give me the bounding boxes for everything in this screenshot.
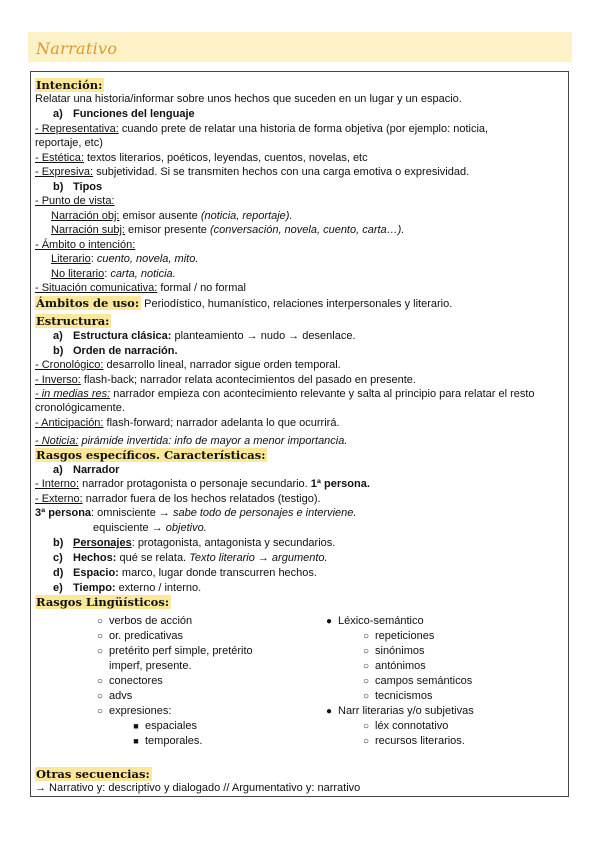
narr-obj-line	[51, 209, 293, 223]
lexico-sub-item: ○ campos semánticos	[362, 675, 473, 687]
equisciente-line	[93, 521, 207, 535]
clasica-text: planteamiento → nudo → desenlace.	[171, 330, 356, 342]
page-title: Narrativo	[36, 39, 118, 58]
lexico-sub-text: sinónimos	[375, 645, 425, 657]
narr-obj-text: emisor ausente	[119, 210, 201, 222]
hechos-label: Hechos:	[73, 552, 117, 564]
otras-heading: Otras secuencias:	[36, 767, 150, 781]
expresiva-line	[35, 165, 469, 179]
narrador-label: Narrador	[73, 464, 120, 476]
otras-text: → Narrativo y: descriptivo y dialogado // Argumentativo y: narrativo	[35, 782, 361, 794]
anticipacion-term: - Anticipación:	[35, 417, 104, 429]
narrador-num: a)	[53, 464, 63, 476]
ambitos-uso-line	[35, 296, 452, 311]
hechos-num: c)	[53, 552, 63, 564]
orden-num: b)	[53, 345, 64, 357]
narr-obj-term: Narración obj:	[51, 210, 120, 222]
situacion-line	[35, 281, 246, 295]
lexico-sub-item: ○ repeticiones	[362, 630, 435, 642]
lexico-item: ● Léxico-semántico	[325, 615, 424, 627]
intencion-heading: Intención:	[36, 78, 103, 92]
intencion-desc: Relatar una historia/informar sobre unos hechos que suceden en un lugar y un espacio.	[35, 93, 462, 105]
clasica-num: a)	[53, 330, 63, 342]
ambitos-uso-heading: Ámbitos de uso:	[36, 296, 140, 310]
medias-res-line	[35, 387, 535, 401]
expresiva-text: subjetividad. Si se transmiten hechos con una carga emotiva o expresividad.	[93, 166, 470, 178]
espacio-text: marco, lugar donde transcurren hechos.	[118, 567, 317, 579]
orden-line	[53, 344, 178, 358]
externo-line	[35, 492, 321, 506]
noticia-line	[35, 434, 347, 448]
narr-subj-text: emisor presente	[124, 224, 210, 236]
narr-lit-item: ● Narr literarias y/o subjetivas	[325, 705, 474, 717]
no-literario-text: :	[104, 268, 111, 280]
noticia-term: - Noticia:	[35, 435, 79, 447]
ling-left-text: or. predicativas	[109, 630, 183, 642]
estructura-heading-line	[35, 314, 111, 329]
hechos-text: qué se relata.	[116, 552, 190, 564]
ambitos-uso-text: Periodístico, humanístico, relaciones interpersonales y literario.	[141, 298, 453, 310]
narrador-line	[53, 463, 119, 477]
orden-label: Orden de narración.	[73, 345, 178, 357]
equisciente-text: equisciente →	[93, 522, 166, 534]
espacio-label: Espacio:	[73, 567, 119, 579]
clasica-line	[53, 329, 356, 343]
rasgos-ling-heading-line	[35, 595, 171, 610]
noticia-text: pirámide invertida: info de mayor a menor importancia.	[78, 435, 348, 447]
literario-text: :	[90, 253, 97, 265]
expresiones-sub-text: temporales.	[145, 735, 203, 747]
medias-res-text1: narrador empieza con acontecimiento relevante y salta al principio para relatar el resto	[110, 388, 535, 400]
narr-subj-ital: (conversación, novela, cuento, carta…).	[209, 224, 405, 236]
punto-vista: - Punto de vista:	[35, 195, 115, 207]
narr-obj-ital: (noticia, reportaje).	[200, 210, 293, 222]
tercera-ital: sabe todo de personajes e interviene.	[172, 507, 357, 519]
tipos-num: b)	[53, 181, 64, 193]
narr-lit-sub-item: ○ recursos literarios.	[362, 735, 465, 747]
tercera-label: 3ª persona	[35, 507, 92, 519]
title-bar	[28, 32, 572, 62]
content-box	[30, 71, 569, 797]
lexico-sub-text: campos semánticos	[375, 675, 473, 687]
interno-term: - Interno:	[35, 478, 80, 490]
estetica-text: textos literarios, poéticos, leyendas, cuentos, novelas, etc	[83, 152, 368, 164]
estetica-term: - Estética:	[35, 152, 84, 164]
literario-line	[51, 252, 198, 266]
ling-left-continuation: imperf, presente.	[109, 660, 192, 672]
equisciente-ital: objetivo.	[165, 522, 207, 534]
ling-left-item: ○ advs	[96, 690, 133, 702]
representativa-term: - Representativa:	[35, 123, 119, 135]
tercera-line	[35, 506, 356, 520]
expresiva-term: - Expresiva:	[35, 166, 94, 178]
ling-left-item: ○ pretérito perf simple, pretérito	[96, 645, 253, 657]
funciones-label: Funciones del lenguaje	[73, 108, 195, 120]
no-literario-ital: carta, noticia.	[110, 268, 176, 280]
cronologico-text: desarrollo lineal, narrador sigue orden temporal.	[103, 359, 341, 371]
externo-term: - Externo:	[35, 493, 83, 505]
expresiones-sub-item: ■ espaciales	[133, 720, 197, 732]
medias-res-text2: cronológicamente.	[35, 402, 125, 414]
no-literario-term: No literario	[51, 268, 105, 280]
ling-left-text: advs	[109, 690, 133, 702]
rasgos-esp-heading: Rasgos específicos. Características:	[36, 448, 266, 462]
inverso-line	[35, 373, 416, 387]
lexico-sub-text: repeticiones	[375, 630, 435, 642]
tiempo-label: Tiempo:	[73, 582, 116, 594]
lexico-sub-item: ○ sinónimos	[362, 645, 425, 657]
narr-lit-sub-item: ○ léx connotativo	[362, 720, 449, 732]
tercera-text: : omnisciente →	[91, 507, 173, 519]
lexico-sub-item: ○ antónimos	[362, 660, 426, 672]
cronologico-line	[35, 358, 341, 372]
espacio-line	[53, 566, 317, 580]
personajes-num: b)	[53, 537, 64, 549]
cronologico-term: - Cronológico:	[35, 359, 104, 371]
espacio-num: d)	[53, 567, 64, 579]
tipos-label: Tipos	[73, 181, 103, 193]
personajes-label: Personajes	[73, 537, 132, 549]
literario-ital: cuento, novela, mito.	[96, 253, 199, 265]
lexico-sub-text: tecnicismos	[375, 690, 433, 702]
ling-left-text: verbos de acción	[109, 615, 193, 627]
clasica-label: Estructura clásica:	[73, 330, 172, 342]
otras-heading-line	[35, 767, 152, 782]
expresiones-sub-item: ■ temporales.	[133, 735, 203, 747]
estructura-heading: Estructura:	[36, 314, 110, 328]
ling-left-item: ○ verbos de acción	[96, 615, 193, 627]
anticipacion-text: flash-forward; narrador adelanta lo que ocurrirá.	[103, 417, 340, 429]
hechos-ital: Texto literario → argumento.	[189, 552, 328, 564]
personajes-line	[53, 536, 335, 550]
interno-text: narrador protagonista o personaje secundario.	[79, 478, 311, 490]
lexico-sub-text: antónimos	[375, 660, 426, 672]
ling-left-item: ○ expresiones:	[96, 705, 172, 717]
ling-left-item: ○ or. predicativas	[96, 630, 183, 642]
lexico-sub-item: ○ tecnicismos	[362, 690, 433, 702]
representativa-text2: reportaje, etc)	[35, 137, 103, 149]
situacion-text: formal / no formal	[157, 282, 246, 294]
narr-lit-sub-text: léx connotativo	[375, 720, 449, 732]
interno-line	[35, 477, 370, 491]
funciones-line	[53, 107, 195, 121]
tiempo-text: externo / interno.	[115, 582, 202, 594]
narr-lit-label: Narr literarias y/o subjetivas	[338, 705, 474, 717]
rasgos-esp-heading-line	[35, 448, 267, 463]
situacion-term: - Situación comunicativa:	[35, 282, 158, 294]
ling-left-text: pretérito perf simple, pretérito	[109, 645, 253, 657]
tiempo-num: e)	[53, 582, 63, 594]
no-literario-line	[51, 267, 176, 281]
narr-subj-line	[51, 223, 404, 237]
medias-res-term: - in medias res:	[35, 388, 111, 400]
lexico-label: Léxico-semántico	[338, 615, 424, 627]
narr-lit-sub-text: recursos literarios.	[375, 735, 465, 747]
inverso-term: - Inverso:	[35, 374, 81, 386]
literario-term: Literario	[51, 253, 91, 265]
intencion-heading-line	[35, 78, 104, 93]
expresiones-sub-text: espaciales	[145, 720, 197, 732]
narr-subj-term: Narración subj:	[51, 224, 125, 236]
rasgos-ling-heading: Rasgos Lingüísticos:	[36, 595, 170, 609]
ling-left-item: ○ conectores	[96, 675, 163, 687]
hechos-line	[53, 551, 328, 565]
ambito: - Ámbito o intención:	[35, 239, 136, 251]
ling-left-text: conectores	[109, 675, 163, 687]
tiempo-line	[53, 581, 201, 595]
externo-text: narrador fuera de los hechos relatados (testigo).	[82, 493, 321, 505]
ling-left-text: expresiones:	[109, 705, 172, 717]
personajes-text: : protagonista, antagonista y secundarios.	[131, 537, 336, 549]
tipos-line	[53, 180, 102, 194]
representativa-line	[35, 122, 488, 136]
interno-bold: 1ª persona.	[310, 478, 370, 490]
anticipacion-line	[35, 416, 340, 430]
inverso-text: flash-back; narrador relata acontecimientos del pasado en presente.	[80, 374, 416, 386]
estetica-line	[35, 151, 368, 165]
representativa-text1: cuando prete de relatar una historia de forma objetiva (por ejemplo: noticia,	[118, 123, 489, 135]
funciones-num: a)	[53, 108, 63, 120]
